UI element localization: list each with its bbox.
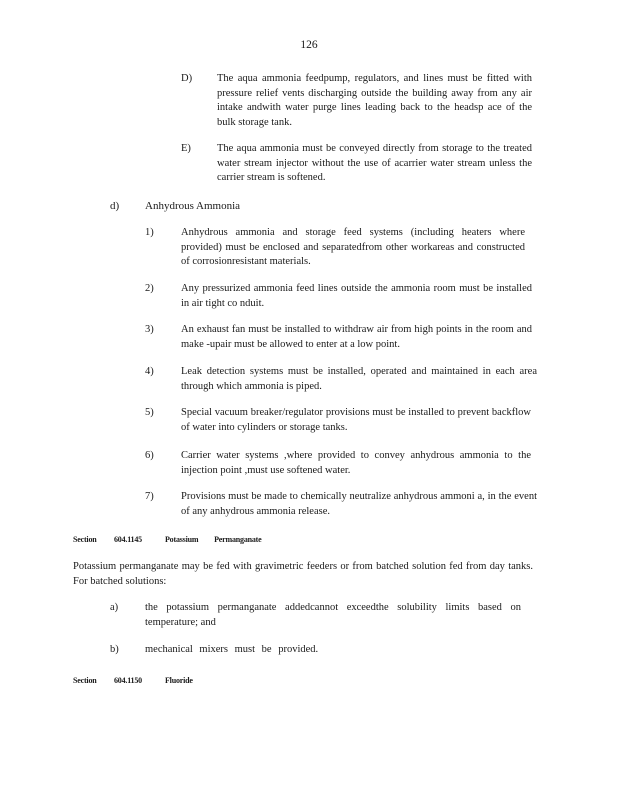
- item-text-5: Special vacuum breaker/regulator provisions must be installed to prevent backflow of water into cylinders or storage tanks.: [181, 407, 531, 433]
- section-1150-word: Section: [73, 676, 97, 685]
- item-label-4: 4): [145, 366, 154, 377]
- item-text-2: Any pressurized ammonia feed lines outside the ammonia room must be installed in air tight co nduit.: [181, 283, 532, 309]
- item-label-1: 1): [145, 227, 154, 238]
- item-label-d: D): [181, 73, 193, 84]
- item-text-7: Provisions must be made to chemically neutralize anhydrous ammoni a, in the event of any anhydrous ammonia release.: [181, 491, 537, 517]
- item-label-e: E): [181, 143, 191, 154]
- item-label-7: 7): [145, 491, 154, 502]
- section-1145-intro: Potassium permanganate may be fed with gravimetric feeders or from batched solution fed from day tanks. For batched solutions:: [73, 561, 533, 587]
- item-text-4: Leak detection systems must be installed, operated and maintained in each area through which ammonia is piped.: [181, 366, 537, 392]
- item-label-6: 6): [145, 450, 154, 461]
- section-1150-number: 604.1150: [114, 676, 142, 685]
- item-text-a: the potassium permanganate addedcannot exceedthe solubility limits based on temperature; and: [145, 602, 521, 628]
- item-label-2: 2): [145, 283, 154, 294]
- item-label-3: 3): [145, 324, 154, 335]
- item-text-6: Carrier water systems ,where provided to convey anhydrous ammonia to the injection point ,must use softened water.: [181, 450, 531, 476]
- subsection-title: Anhydrous Ammonia: [145, 200, 241, 212]
- item-text-e: The aqua ammonia must be conveyed directly from storage to the treated water stream injector without the use of acarrier water stream unless the carrier stream is softened.: [217, 143, 532, 183]
- section-1145-word: Section: [73, 535, 97, 544]
- page-number: 126: [300, 39, 318, 51]
- section-1145-title: Potassium Permanganate: [165, 535, 262, 544]
- item-label-5: 5): [145, 407, 154, 418]
- section-1150-title: Fluoride: [165, 676, 193, 685]
- item-text-d: The aqua ammonia feedpump, regulators, and lines must be fitted with pressure relief vents discharging outside the building away from any air intake andwith water purge lines leading back to the headsp ace of the bulk storage tank.: [217, 73, 532, 128]
- subsection-label-d: d): [110, 200, 120, 212]
- item-text-3: An exhaust fan must be installed to withdraw air from high points in the room and make -upair must be allowed to enter at a low point.: [181, 324, 532, 350]
- item-text-1: Anhydrous ammonia and storage feed systems (including heaters where provided) must be enclosed and separatedfrom other workareas and constructed of corrosionresistant materials.: [181, 227, 525, 267]
- item-label-a: a): [110, 602, 119, 613]
- section-1145-number: 604.1145: [114, 535, 142, 544]
- item-label-b: b): [110, 644, 119, 655]
- item-text-b: mechanical mixers must be provided.: [145, 644, 319, 655]
